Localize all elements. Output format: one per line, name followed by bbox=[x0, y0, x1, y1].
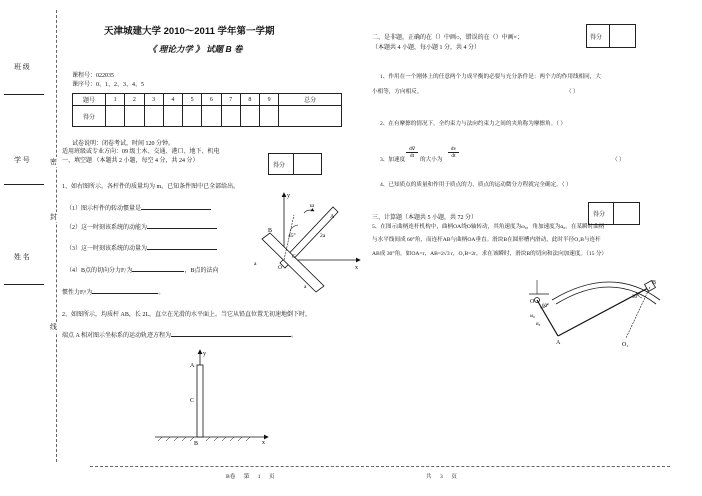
score-cell[interactable] bbox=[183, 106, 202, 127]
section2-heading: 二、是非题，正确的在（）中画○，错误的在（）中画×； bbox=[372, 35, 524, 41]
figure-crank-mechanism bbox=[522, 270, 672, 350]
answer-blank[interactable] bbox=[132, 271, 184, 272]
score-cell[interactable] bbox=[260, 106, 279, 127]
s2-q4: 4、已知质点的质量和作用于质点的力，质点的运动微分方程就完全确定。（ ） bbox=[380, 182, 572, 188]
score-cell[interactable] bbox=[144, 106, 163, 127]
seal-char-xian: 线 bbox=[50, 323, 57, 331]
fig1-label: C bbox=[292, 254, 296, 260]
score-table-header-row bbox=[73, 94, 342, 106]
s2-q1-line2: 小相等，方向相反。 bbox=[372, 89, 423, 95]
figure-rod-system bbox=[240, 185, 365, 300]
s2-q2: 2、在有摩擦的情况下，全约束力与法向约束力之间的夹角称为摩擦角。（ ） bbox=[380, 121, 566, 127]
fig2-label: y bbox=[203, 351, 206, 357]
s2-q1-paren[interactable]: （ ） bbox=[566, 89, 579, 95]
score-header-cell: 3 bbox=[144, 94, 163, 106]
exam-subtitle: 《 理论力学 》 试题 B 卷 bbox=[148, 44, 243, 54]
s1-q1-intro: 1、如右图所示，各杆件的质量均为 m，已知条件图中已全部给出。 bbox=[62, 184, 240, 190]
footer-page bbox=[226, 472, 275, 480]
score-header-cell: 8 bbox=[240, 94, 259, 106]
footer-total-label: 共 bbox=[426, 474, 432, 480]
answer-blank[interactable] bbox=[92, 293, 158, 294]
fraction-numerator: dv bbox=[448, 146, 459, 153]
student-id-line bbox=[4, 184, 44, 185]
s1-q1-item1 bbox=[66, 203, 211, 212]
score-box-label: 得分 bbox=[593, 212, 606, 218]
score-cell[interactable] bbox=[202, 106, 221, 127]
score-header-cell: 总分 bbox=[279, 94, 342, 106]
footer-total-num: 3 bbox=[440, 474, 443, 480]
s1-q1-item3-text: （3）这一时刻该系统的动量为 bbox=[66, 246, 148, 252]
seal-line bbox=[56, 10, 57, 462]
class-line bbox=[4, 94, 44, 95]
exam-majors: 适用班级或专业方向：09 级土木、交通、港口、地下、机电 bbox=[62, 149, 220, 155]
score-box-label: 得分 bbox=[590, 35, 603, 41]
score-row-label: 得分 bbox=[73, 106, 106, 127]
s2-q3-mid: 的大小为 bbox=[420, 157, 443, 163]
fig1-label: O bbox=[278, 265, 282, 271]
score-cell[interactable] bbox=[279, 106, 342, 127]
footer-total bbox=[426, 472, 457, 480]
footer-sheet: B卷 bbox=[226, 474, 236, 480]
score-header-cell: 7 bbox=[221, 94, 240, 106]
score-header-cell: 6 bbox=[202, 94, 221, 106]
s1-q1-tail-text: 惯性力Fᵢⁿ为 bbox=[62, 290, 93, 296]
section1-heading: 一、填空题 （本题共 2 小题，每空 4 分，共 24 分） bbox=[62, 158, 199, 164]
s3-q5-line1: 5、在图示曲柄连杆机构中，曲柄OA绕O轴转动，其角速度为ω₀，角加速度为α₀。在某瞬时曲柄 bbox=[372, 224, 605, 230]
s1-q2-line2-text: 端点 A 相对图示坐标系的运动轨迹方程为 bbox=[62, 333, 172, 339]
figure-upright-rod bbox=[150, 345, 275, 445]
fig1-label: a bbox=[304, 284, 307, 290]
score-header-cell: 题号 bbox=[73, 94, 106, 106]
s1-q1-item4 bbox=[66, 265, 219, 274]
fig3-label: ω₀ bbox=[530, 314, 536, 319]
score-box-label: 得分 bbox=[273, 163, 286, 169]
score-cell[interactable] bbox=[106, 106, 125, 127]
section2-heading2: （本题共 4 小题，每小题 1 分，共 4 分） bbox=[372, 45, 481, 51]
score-table-score-row bbox=[73, 106, 342, 127]
footer-rule bbox=[90, 466, 670, 467]
fig1-label: A bbox=[330, 214, 335, 220]
name-line bbox=[4, 284, 44, 285]
score-box-divider bbox=[293, 154, 294, 174]
s2-q3-fraction2 bbox=[448, 146, 459, 159]
score-header-cell: 2 bbox=[125, 94, 144, 106]
s1-q1-item2 bbox=[66, 222, 217, 231]
s1-q1-item2-text: （2）这一时刻该系统的动能为 bbox=[66, 225, 148, 231]
score-header-cell: 1 bbox=[106, 94, 125, 106]
name-label: 姓 名 bbox=[14, 253, 30, 261]
s3-q5-line2: 与水平线间成 60°角，而连杆AB与曲柄OA垂直。滑块B在圆形槽内滑动，此时半径O₁B与连杆 bbox=[372, 237, 601, 243]
fig3-label: 30° bbox=[632, 295, 639, 300]
s2-q1-line1: 1、作用在一个刚体上的任意两个力成平衡的必要与充分条件是：两个力的作用线相同，大 bbox=[380, 74, 601, 80]
score-box-divider bbox=[613, 203, 614, 224]
s1-q2-line1: 2、如图所示，均质杆 AB，长 2L，直立在光滑的水平面上。当它从铅直位置无初速地倒下时， bbox=[62, 312, 312, 318]
s1-q1-item3 bbox=[66, 243, 217, 252]
class-label: 班 级 bbox=[14, 63, 30, 71]
fig3-label: O₁ bbox=[622, 342, 629, 348]
fraction-numerator: dv⃗ bbox=[406, 146, 418, 153]
score-header-cell: 4 bbox=[163, 94, 182, 106]
score-box-divider bbox=[609, 25, 610, 47]
answer-blank[interactable] bbox=[171, 336, 291, 337]
student-id-label: 学 号 bbox=[14, 156, 30, 164]
section3-heading: 三、计算题（本题共 5 小题，共 72 分） bbox=[372, 215, 478, 221]
exam-title: 天津城建大学 2010～2011 学年第一学期 bbox=[104, 26, 275, 37]
fig1-label: 45° bbox=[288, 233, 296, 239]
fraction-denominator: dt bbox=[451, 153, 456, 159]
fig1-label: B bbox=[268, 228, 273, 234]
s3-q5-line3: AB成 30°角。如OA=r，AB=2√3 r，O₁B=2r，求在该瞬时，滑块B的切向和法向加速度。（15 分） bbox=[372, 251, 608, 257]
footer-page-label: 第 bbox=[243, 474, 250, 480]
fig3-label: 60° bbox=[542, 304, 549, 309]
fig3-label: α₀ bbox=[536, 322, 541, 327]
s2-q3-paren[interactable]: （ ） bbox=[612, 157, 625, 163]
section2-score-box[interactable] bbox=[586, 24, 636, 48]
score-cell[interactable] bbox=[240, 106, 259, 127]
class-code: 课序号：0、1、2、3、4、5 bbox=[72, 82, 145, 88]
fig1-label: x bbox=[355, 265, 358, 271]
score-table bbox=[72, 93, 342, 127]
fraction-denominator: dt bbox=[409, 153, 415, 159]
score-cell[interactable] bbox=[221, 106, 240, 127]
score-header-cell: 9 bbox=[260, 94, 279, 106]
course-code: 课程号：022035 bbox=[72, 73, 115, 79]
fig1-label: 2a bbox=[320, 233, 326, 239]
fig2-label: C bbox=[190, 398, 195, 404]
fig1-label: a bbox=[254, 261, 257, 267]
fig3-label: O bbox=[530, 299, 535, 305]
fig3-label: B bbox=[652, 280, 657, 286]
score-header-cell: 5 bbox=[183, 94, 202, 106]
s1-q2-end: 。 bbox=[291, 333, 298, 339]
seal-char-mi: 密 bbox=[50, 158, 57, 166]
fig1-label: y bbox=[287, 193, 290, 199]
s2-q3-pre: 3、加速度 bbox=[380, 157, 406, 163]
s1-q1-item1-text: （1）图示杆件的转动惯量是 bbox=[66, 206, 142, 212]
s1-q1-tail bbox=[62, 287, 164, 296]
footer-total-unit: 页 bbox=[451, 474, 457, 480]
fig2-label: x bbox=[262, 440, 265, 445]
score-cell[interactable] bbox=[163, 106, 182, 127]
s2-q3-fraction1 bbox=[406, 146, 418, 159]
fig2-label: A bbox=[190, 363, 195, 369]
fig1-label: ω bbox=[310, 203, 314, 209]
answer-blank[interactable] bbox=[147, 249, 217, 250]
section1-score-box[interactable] bbox=[268, 153, 322, 175]
s1-q1-item4-tail: ，B点的法向 bbox=[184, 268, 219, 274]
fig2-label: B bbox=[194, 441, 199, 445]
answer-blank[interactable] bbox=[147, 228, 217, 229]
fig3-label: A bbox=[556, 340, 561, 346]
exam-method: 试卷说明：闭卷考试，时间 120 分钟。 bbox=[72, 141, 175, 147]
s1-q2-line2 bbox=[62, 330, 297, 339]
footer-page-num: 1 bbox=[257, 474, 261, 480]
s1-q1-item4-text: （4）B点的切向分力Fᵢᵗ为 bbox=[66, 268, 133, 274]
footer-page-unit: 页 bbox=[268, 474, 275, 480]
s1-q1-end: 。 bbox=[158, 290, 165, 296]
score-cell[interactable] bbox=[125, 106, 144, 127]
seal-char-feng: 封 bbox=[50, 213, 57, 221]
answer-blank[interactable] bbox=[141, 209, 211, 210]
